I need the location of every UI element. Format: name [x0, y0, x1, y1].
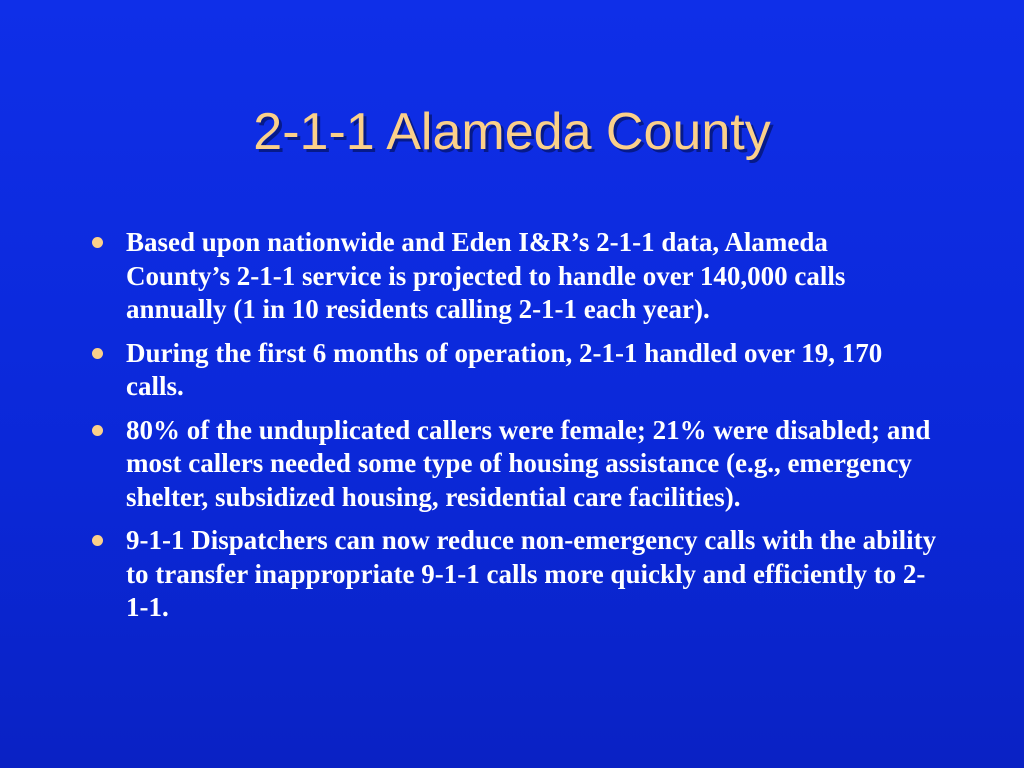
bullet-item — [88, 337, 938, 404]
bullet-text: 9-1-1 Dispatchers can now reduce non-emergency calls with the ability to transfer inappropriate 9-1-1 calls more quickly and efficiently to 2-1-1. — [126, 525, 937, 622]
bullet-dot-icon — [92, 425, 103, 436]
bullet-dot-icon — [92, 535, 103, 546]
bullet-item — [88, 524, 938, 625]
bullet-list — [88, 226, 938, 635]
bullet-item — [88, 414, 938, 515]
slide-title: 2-1-1 Alameda County — [253, 103, 771, 161]
bullet-text: 80% of the unduplicated callers were female; 21% were disabled; and most callers needed some type of housing assistance (e.g., emergency shelter, subsidized housing, residential care facilities). — [126, 414, 931, 512]
bullet-dot-icon — [92, 348, 103, 359]
bullet-dot-icon — [92, 237, 103, 248]
bullet-text: During the first 6 months of operation, 2-1-1 handled over 19, 170 calls. — [126, 337, 883, 401]
bullet-text: Based upon nationwide and Eden I&R’s 2-1-1 data, Alameda County’s 2-1-1 service is projected to handle over 140,000 calls annually (1 in 10 residents calling 2-1-1 each year). — [126, 227, 846, 324]
bullet-item — [88, 226, 938, 327]
